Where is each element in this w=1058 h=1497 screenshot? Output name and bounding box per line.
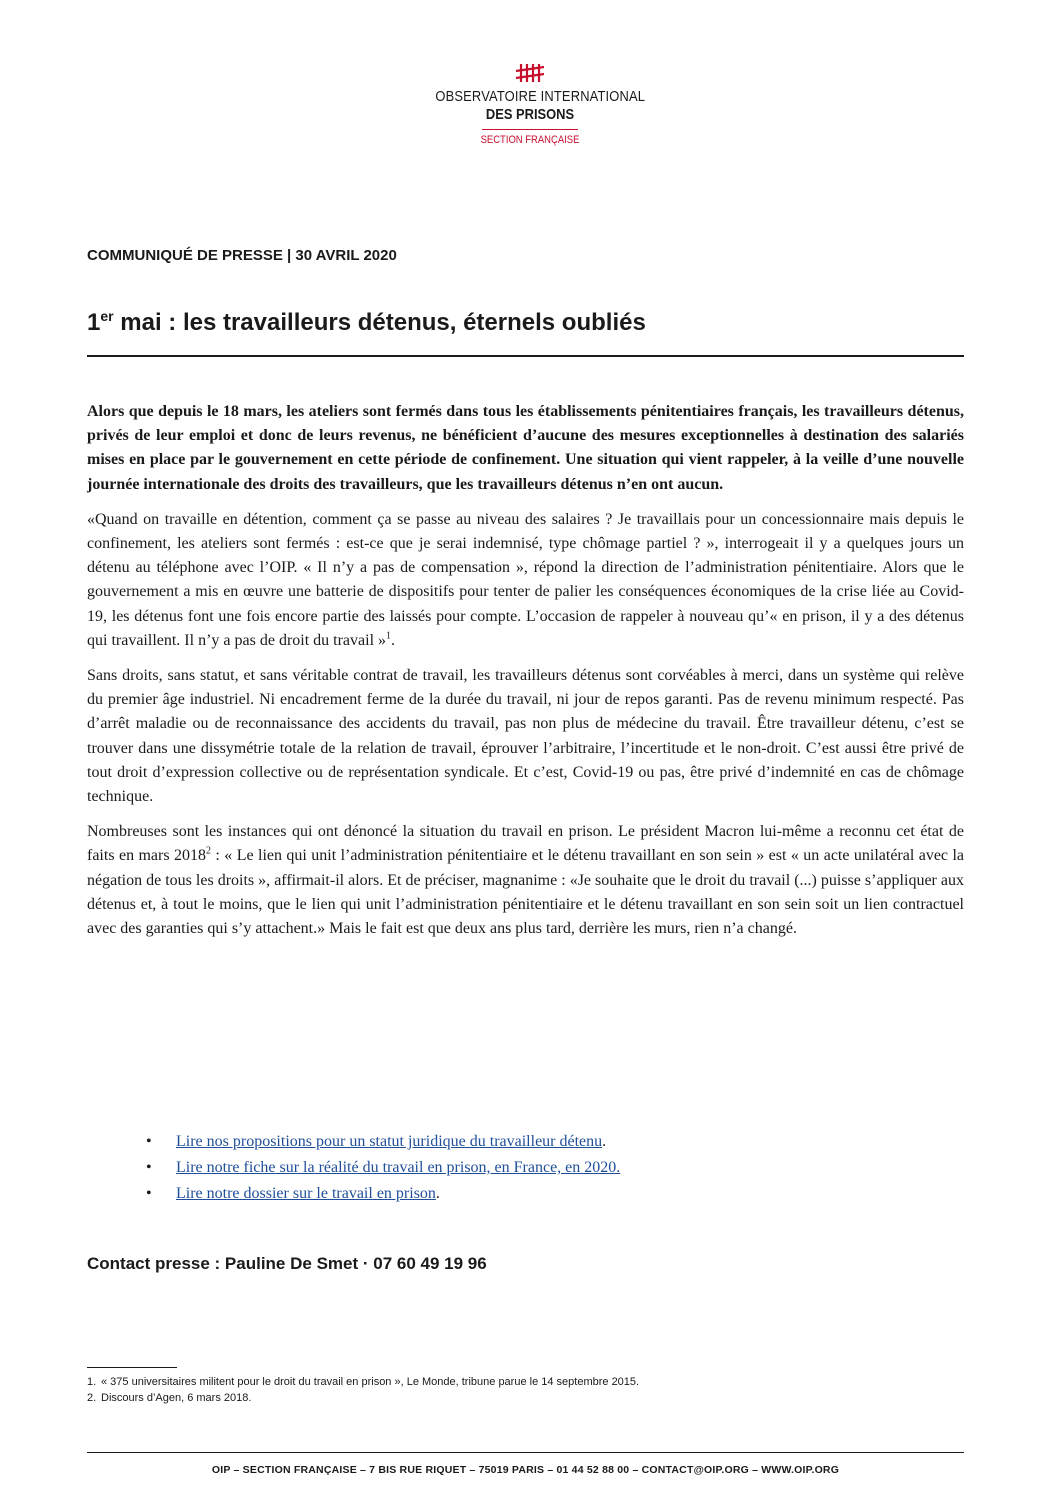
footnote-ref-2[interactable]: 2 [206, 846, 212, 858]
paragraph-4-text-a: Nombreuses sont les instances qui ont dénoncé la situation du travail en prison. Le président Macron lui-même a reconnu cet état de faits en mars 2018 [87, 823, 964, 865]
footnote-number: 2. [87, 1392, 97, 1404]
paragraph-4 [87, 820, 964, 941]
lead-paragraph: Alors que depuis le 18 mars, les ateliers sont fermés dans tous les établissements pénitentiaires français, les travailleurs détenus, privés de leur emploi et donc de leurs revenus, ne bénéficient d’aucune des mesures exceptionnelles à destination des salariés mises en place par le gouvernement en cette période de confinement. Une situation qui vient rappeler, à la veille d’une nouvelle journée internationale des droits des travailleurs, que les travailleurs détenus n’en ont aucun. [87, 403, 964, 493]
footnote-number: 1. [87, 1376, 97, 1388]
title-number: 1 [87, 309, 101, 336]
paragraph-2-text: «Quand on travaille en détention, comment ça se passe au niveau des salaires ? Je travaillais pour un concessionnaire mais depuis le confinement, les ateliers sont fermés : est-ce que je serai indemnisé, type chômage partiel ? », interrogeait il y a quelques jours un détenu au téléphone avec l’OIP. « Il n’y a pas de compensation », répond la direction de l’administration pénitentiaire. Alors que le gouvernement a mis en œuvre une batterie de dispositifs pour tenter de palier les conséquences économiques de la crise liée au Covid-19, les détenus font une fois encore partie des laissés pour compte. L’occasion de rappeler à nouveau qu’« en prison, il y a des détenus qui travaillent. Il n’y a pas de droit du travail » [87, 510, 964, 649]
logo-divider [482, 129, 578, 130]
paragraph-2 [87, 508, 964, 653]
title-superscript: er [100, 308, 114, 324]
link-dossier-travail[interactable]: Lire notre dossier sur le travail en prison [176, 1185, 436, 1202]
footnote-ref-1[interactable]: 1 [386, 630, 392, 642]
paragraph-4-text-b: : « Le lien qui unit l’administration pénitentiaire et le détenu travaillant en son sein » est « un acte unilatéral avec la négation de tous les droits », affirmait-il alors. Et de préciser, magnanime : «Je souhaite que le droit du travail (...) puisse s’appliquer aux détenus et, à tout le moins, que le lien qui unit l’administration pénitentiaire et le détenu travaillant en son sein soit un lien contractuel avec des garanties qui s’y attachent.» Mais le fait est que deux ans plus tard, derrière les murs, rien n’a changé. [87, 847, 964, 938]
footnotes [87, 1374, 639, 1406]
press-release-kicker: COMMUNIQUÉ DE PRESSE | 30 AVRIL 2020 [87, 247, 397, 264]
list-item [146, 1155, 620, 1181]
footer-divider [87, 1452, 964, 1453]
paragraph-3: Sans droits, sans statut, et sans véritable contrat de travail, les travailleurs détenus sont corvéables à merci, dans un système qui relève du premier âge industriel. Ni encadrement ferme de la durée du travail, ni jour de repos garanti. Pas de revenu minimum respecté. Pas d’arrêt maladie ou de reconnaissance des accidents du travail, pas non plus de médecine du travail. Être travailleur détenu, c’est se trouver dans une dissymétrie totale de la relation de travail, éprouver l’arbitraire, l’incertitude et le non-droit. C’est aussi être privé de tout droit d’expression collective ou de représentation syndicale. Et c’est, Covid-19 ou pas, être privé d’indemnité en cas de chômage technique. [87, 667, 964, 806]
link-fiche-travail[interactable]: Lire notre fiche sur la réalité du travail en prison, en France, en 2020. [176, 1159, 621, 1176]
footnote-divider [87, 1367, 177, 1368]
page-footer: OIP – SECTION FRANÇAISE – 7 BIS RUE RIQUET – 75019 PARIS – 01 44 52 88 00 – CONTACT@OIP.ORG – WWW.OIP.ORG [211, 1464, 840, 1476]
list-item [146, 1181, 620, 1207]
link-suffix: . [602, 1133, 607, 1150]
press-contact: Contact presse : Pauline De Smet · 07 60 49 19 96 [87, 1254, 487, 1273]
footnote-1 [87, 1374, 639, 1390]
paragraph-2-end: . [391, 631, 396, 649]
logo-line-section: SECTION FRANÇAISE [480, 134, 580, 146]
footnote-text: Discours d’Agen, 6 mars 2018. [101, 1392, 252, 1404]
logo-line-prisons: DES PRISONS [485, 106, 575, 123]
footnote-2 [87, 1390, 639, 1406]
article-body [87, 400, 964, 952]
oip-logo [420, 62, 646, 146]
link-suffix: . [435, 1185, 440, 1202]
prison-bars-logo-icon [513, 62, 547, 84]
footnote-text: « 375 universitaires militent pour le droit du travail en prison », Le Monde, tribune parue le 14 septembre 2015. [101, 1376, 640, 1388]
title-divider [87, 355, 964, 357]
related-links-list [146, 1129, 620, 1207]
list-item [146, 1129, 620, 1155]
page-title [87, 308, 646, 337]
logo-line-observatoire: OBSERVATOIRE INTERNATIONAL [435, 88, 646, 105]
title-text: mai : les travailleurs détenus, éternels oubliés [113, 309, 646, 336]
link-statut-juridique[interactable]: Lire nos propositions pour un statut juridique du travailleur détenu [176, 1133, 603, 1150]
